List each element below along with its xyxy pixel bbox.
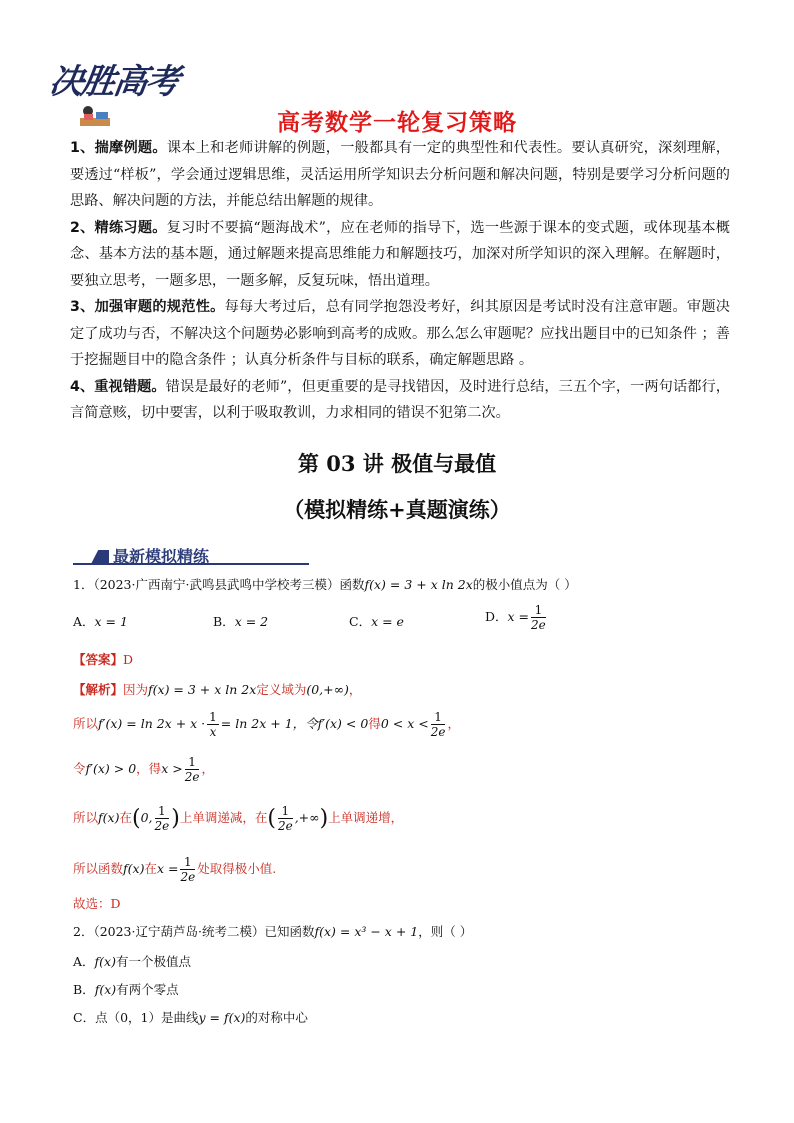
analysis-line-2: 所以f′(x) = ln 2x + x · $\frac{1}{x}$ = ln 2x + 1，令f′(x) < 0得0 < x < $\frac{1}{2e}$ ， — [73, 710, 460, 739]
choose-line: 故选：D — [73, 896, 121, 911]
section-label: 最新模拟精练 — [113, 547, 210, 566]
question-1-stem: 1．（2023·广西南宁·武鸣县武鸣中学校考三模）函数f(x) = 3 + x ln 2x的极小值点为（ ） — [73, 577, 577, 592]
analysis-line-1: 【解析】因为f(x) = 3 + x ln 2x定义域为(0,+∞)， — [73, 682, 362, 697]
question-2-option-c: C．点（0，1）是曲线y = f(x)的对称中心 — [73, 1010, 308, 1025]
option-d: D．x = $\frac{1}{2e}$ — [485, 603, 546, 632]
strategy-list — [70, 135, 730, 427]
question-2-option-b: B．f(x)有两个零点 — [73, 982, 179, 997]
question-2-stem: 2．（2023·辽宁葫芦岛·统考二模）已知函数f(x) = x³ − x + 1，则（ ） — [73, 924, 473, 939]
section-bar-decoration — [73, 550, 109, 564]
strategy-item: 4、重视错题。错误是最好的老师”，但更重要的是寻找错因，及时进行总结，三五个字，一两句话都行，言简意赅，切中要害，以利于吸取教训，力求相同的错误不犯第二次。 — [70, 378, 730, 421]
option-b: B．x = 2 — [213, 614, 269, 629]
lecture-subtitle: （模拟精练+真题演练） — [283, 497, 511, 522]
strategy-item: 1、揣摩例题。课本上和老师讲解的例题，一般都具有一定的典型性和代表性。要认真研究，深刻理解，要透过“样板”，学会通过逻辑思维，灵活运用所学知识去分析问题和解决问题，特别是要学习分析问题的思路、解决问题的方法，并能总结出解题的规律。 — [70, 140, 730, 209]
analysis-line-4: 所以f(x)在(0, $\frac{1}{2e}$ )上单调递减，在( $\frac{1}{2e}$ ,+∞)上单调递增， — [73, 804, 404, 833]
logo-text: 决胜高考 — [46, 62, 181, 102]
question-2-option-a: A．f(x)有一个极值点 — [73, 954, 191, 969]
section-header — [73, 544, 733, 566]
strategy-item: 3、加强审题的规范性。每每大考过后，总有同学抱怨没考好，纠其原因是考试时没有注意审题。审题决定了成功与否，不解决这个问题势必影响到高考的成败。那么怎么审题呢？应找出题目中的已知条件 ；善于挖掘题目中的隐含条件 ；认真分析条件与目标的联系，确定解题思路 。 — [70, 299, 730, 368]
answer-line: 【答案】D — [73, 652, 134, 667]
page-title: 高考数学一轮复习策略 — [277, 110, 517, 136]
strategy-item: 2、精练习题。复习时不要搞“题海战术”，应在老师的指导下，选一些源于课本的变式题，或体现基本概念、基本方法的基本题，通过解题来提高思维能力和解题技巧，加深对所学知识的深入理解。在解题时，要独立思考，一题多思，一题多解，反复玩味，悟出道理。 — [70, 219, 730, 289]
analysis-line-3: 令f′(x) > 0，得x > $\frac{1}{2e}$ ， — [73, 755, 214, 784]
lecture-title: 第 03 讲 极值与最值 — [297, 451, 497, 476]
option-a: A．x = 1 — [73, 614, 128, 629]
option-c: C．x = e — [349, 614, 404, 629]
analysis-line-5: 所以函数f(x)在x = $\frac{1}{2e}$ 处取得极小值. — [73, 855, 277, 884]
